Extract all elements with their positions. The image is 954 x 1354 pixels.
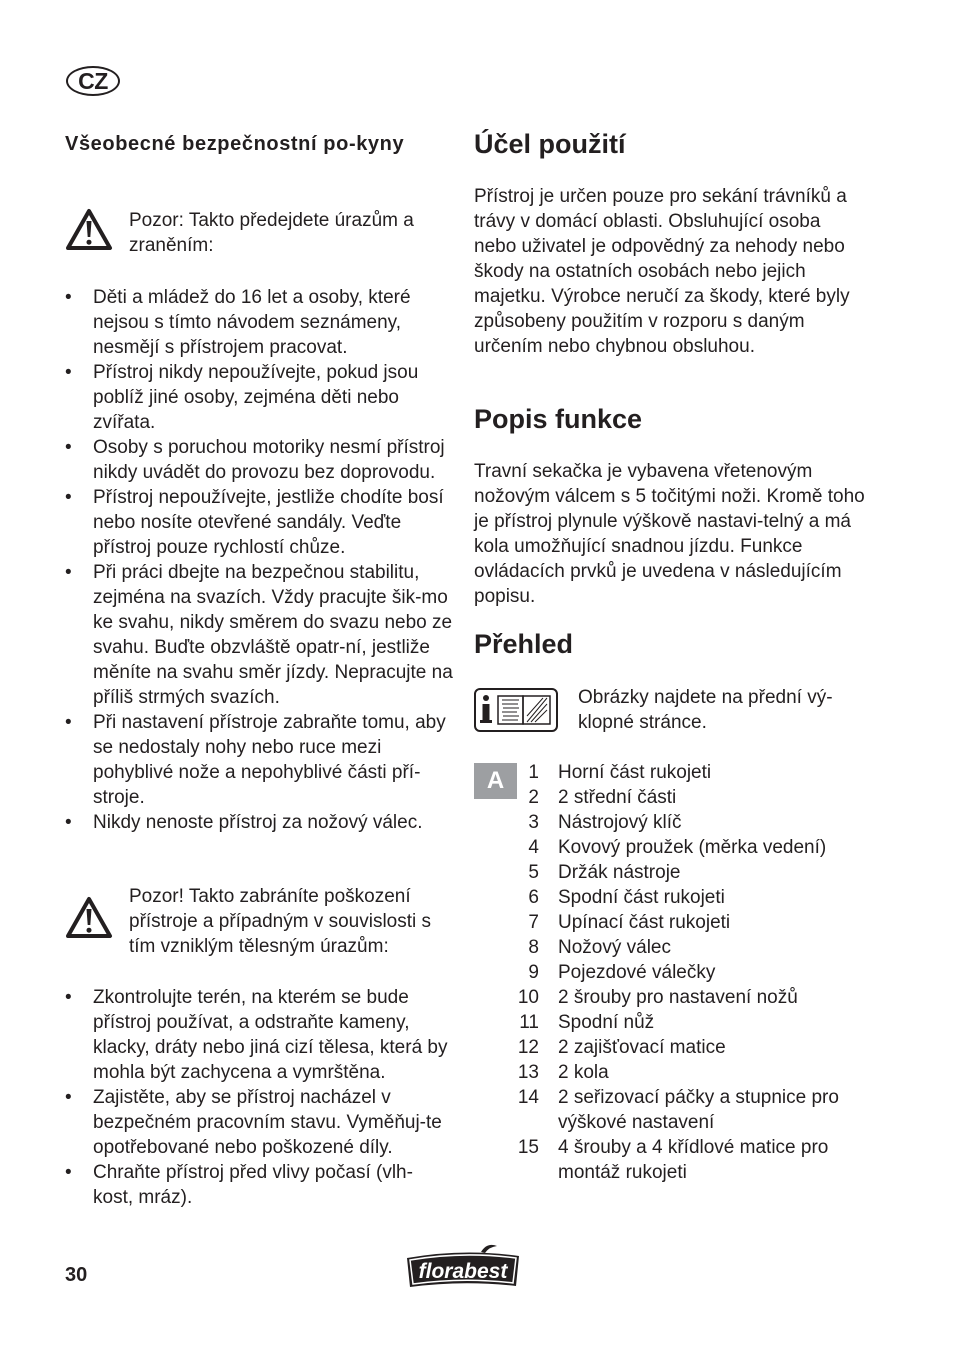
parts-list: [502, 760, 872, 1185]
part-label: Upínací část rukojeti: [558, 912, 731, 933]
part-number: 12: [517, 1037, 539, 1058]
intended-use-heading: Účel použití: [474, 129, 626, 159]
function-heading: Popis funkce: [474, 404, 643, 434]
part-label: Spodní část rukojeti: [558, 887, 725, 908]
safety-list-2: [65, 985, 453, 1210]
list-item: • Zajistěte, aby se přístroj nacházel v bezpečném pracovním stavu. Vyměňuj-te opotřebované nebo poškozené díly.: [65, 1085, 453, 1160]
part-row: [502, 810, 872, 835]
part-number: 2: [528, 787, 539, 808]
info-text: Obrázky najdete na přední vý-klopné stránce.: [578, 687, 833, 733]
language-badge: CZ: [66, 66, 120, 96]
part-row: [502, 985, 872, 1010]
part-label: 2 seřizovací páčky a stupnice pro výškové nastavení: [558, 1087, 839, 1133]
list-item: • Přístroj nepoužívejte, jestliže chodíte bosí nebo nosíte otevřené sandály. Veďte přístroj pouze rychlostí chůze.: [65, 485, 453, 560]
list-item: • Přístroj nikdy nepoužívejte, pokud jsou poblíž jiné osoby, zejména děti nebo zvířata.: [65, 360, 453, 435]
part-number: 9: [528, 962, 539, 983]
part-row: [502, 1035, 872, 1060]
part-number: 1: [528, 762, 539, 783]
warning-text-2: Pozor! Takto zabráníte poškození přístroje a případným v souvislosti s tím vzniklým tělesným úrazům:: [129, 886, 432, 957]
part-number: 4: [528, 837, 539, 858]
part-number: 14: [517, 1087, 539, 1108]
list-item: • Osoby s poruchou motoriky nesmí přístroj nikdy uvádět do provozu bez doprovodu.: [65, 435, 453, 485]
part-label: Držák nástroje: [558, 862, 681, 883]
warning-text-1: Pozor: Takto předejdete úrazům a zraněním:: [129, 210, 414, 256]
part-label: Kovový proužek (měrka vedení): [558, 837, 827, 858]
part-row: [502, 885, 872, 910]
part-row: [502, 1010, 872, 1035]
part-number: 11: [519, 1012, 539, 1033]
list-item: • Děti a mládež do 16 let a osoby, které nejsou s tímto návodem seznámeny, nesmějí s přístrojem pracovat.: [65, 285, 453, 360]
overview-heading: Přehled: [474, 629, 574, 659]
part-label: 2 střední části: [558, 787, 677, 808]
page-number: 30: [65, 1264, 88, 1286]
list-item: • Zkontrolujte terén, na kterém se bude přístroj používat, a odstraňte kameny, klacky, dráty nebo jiná cizí tělesa, která by mohla být zachycena a vymrštěna.: [65, 985, 453, 1085]
figure-a-badge: A: [474, 763, 517, 799]
part-label: Horní část rukojeti: [558, 762, 712, 783]
part-number: 7: [528, 912, 539, 933]
info-foldout-icon: [474, 688, 558, 732]
list-item: • Při práci dbejte na bezpečnou stabilitu, zejména na svazích. Vždy pracujte šik-mo ke svahu, nikdy směrem do svazu nebo ze svahu. Buďte obzvláště opatr-ní, jestliže měníte na svahu směr jízdy. Nepracujte na příliš strmých svazích.: [65, 560, 453, 710]
part-number: 13: [517, 1062, 539, 1083]
part-label: Pojezdové válečky: [558, 962, 716, 983]
part-label: Nástrojový klíč: [558, 812, 682, 833]
safety-list-1: [65, 285, 453, 835]
part-row: [502, 1085, 872, 1135]
florabest-logo: [403, 1244, 523, 1290]
safety-heading: Všeobecné bezpečnostní po-kyny: [65, 133, 405, 155]
part-number: 3: [528, 812, 539, 833]
svg-text:florabest: florabest: [418, 1260, 508, 1283]
part-number: 5: [528, 862, 539, 883]
part-number: 6: [528, 887, 539, 908]
part-label: Nožový válec: [558, 937, 671, 958]
part-row: [502, 935, 872, 960]
part-row: [502, 835, 872, 860]
part-number: 15: [517, 1137, 539, 1158]
part-label: 2 kola: [558, 1062, 609, 1083]
part-row: [502, 1060, 872, 1085]
part-row: [502, 760, 872, 785]
part-row: [502, 960, 872, 985]
function-text: Travní sekačka je vybavena vřetenovým nožovým válcem s 5 točitými noži. Kromě toho je přístroj plynule výškově nastavi-telný a má kola umožňující snadnou jízdu. Funkce ovládacích prvků je uvedena v následujícím popisu.: [474, 461, 865, 607]
intended-use-text: Přístroj je určen pouze pro sekání trávníků a trávy v domácí oblasti. Obsluhující osoba nebo uživatel je odpovědný za nehody nebo škody na ostatních osobách nebo jejich majetku. Výrobce neručí za škody, které byly způsobeny použitím v rozporu s daným určením nebo chybnou obsluhou.: [474, 186, 850, 357]
part-label: 2 zajišťovací matice: [558, 1037, 726, 1058]
list-item: • Při nastavení přístroje zabraňte tomu, aby se nedostaly nohy nebo ruce mezi pohyblivé nože a nepohyblivé části pří-stroje.: [65, 710, 453, 810]
part-number: 10: [517, 987, 539, 1008]
list-item: • Chraňte přístroj před vlivy počasí (vlh-kost, mráz).: [65, 1160, 453, 1210]
list-item: • Nikdy nenoste přístroj za nožový válec.: [65, 810, 453, 835]
part-label: 4 šrouby a 4 křídlové matice pro montáž rukojeti: [558, 1137, 829, 1183]
warning-triangle-icon: [65, 208, 113, 252]
part-row: [502, 1135, 872, 1185]
part-label: Spodní nůž: [558, 1012, 655, 1033]
part-number: 8: [528, 937, 539, 958]
part-label: 2 šrouby pro nastavení nožů: [558, 987, 798, 1008]
part-row: [502, 910, 872, 935]
part-row: [502, 860, 872, 885]
warning-triangle-icon: [65, 896, 113, 940]
part-row: [502, 785, 872, 810]
